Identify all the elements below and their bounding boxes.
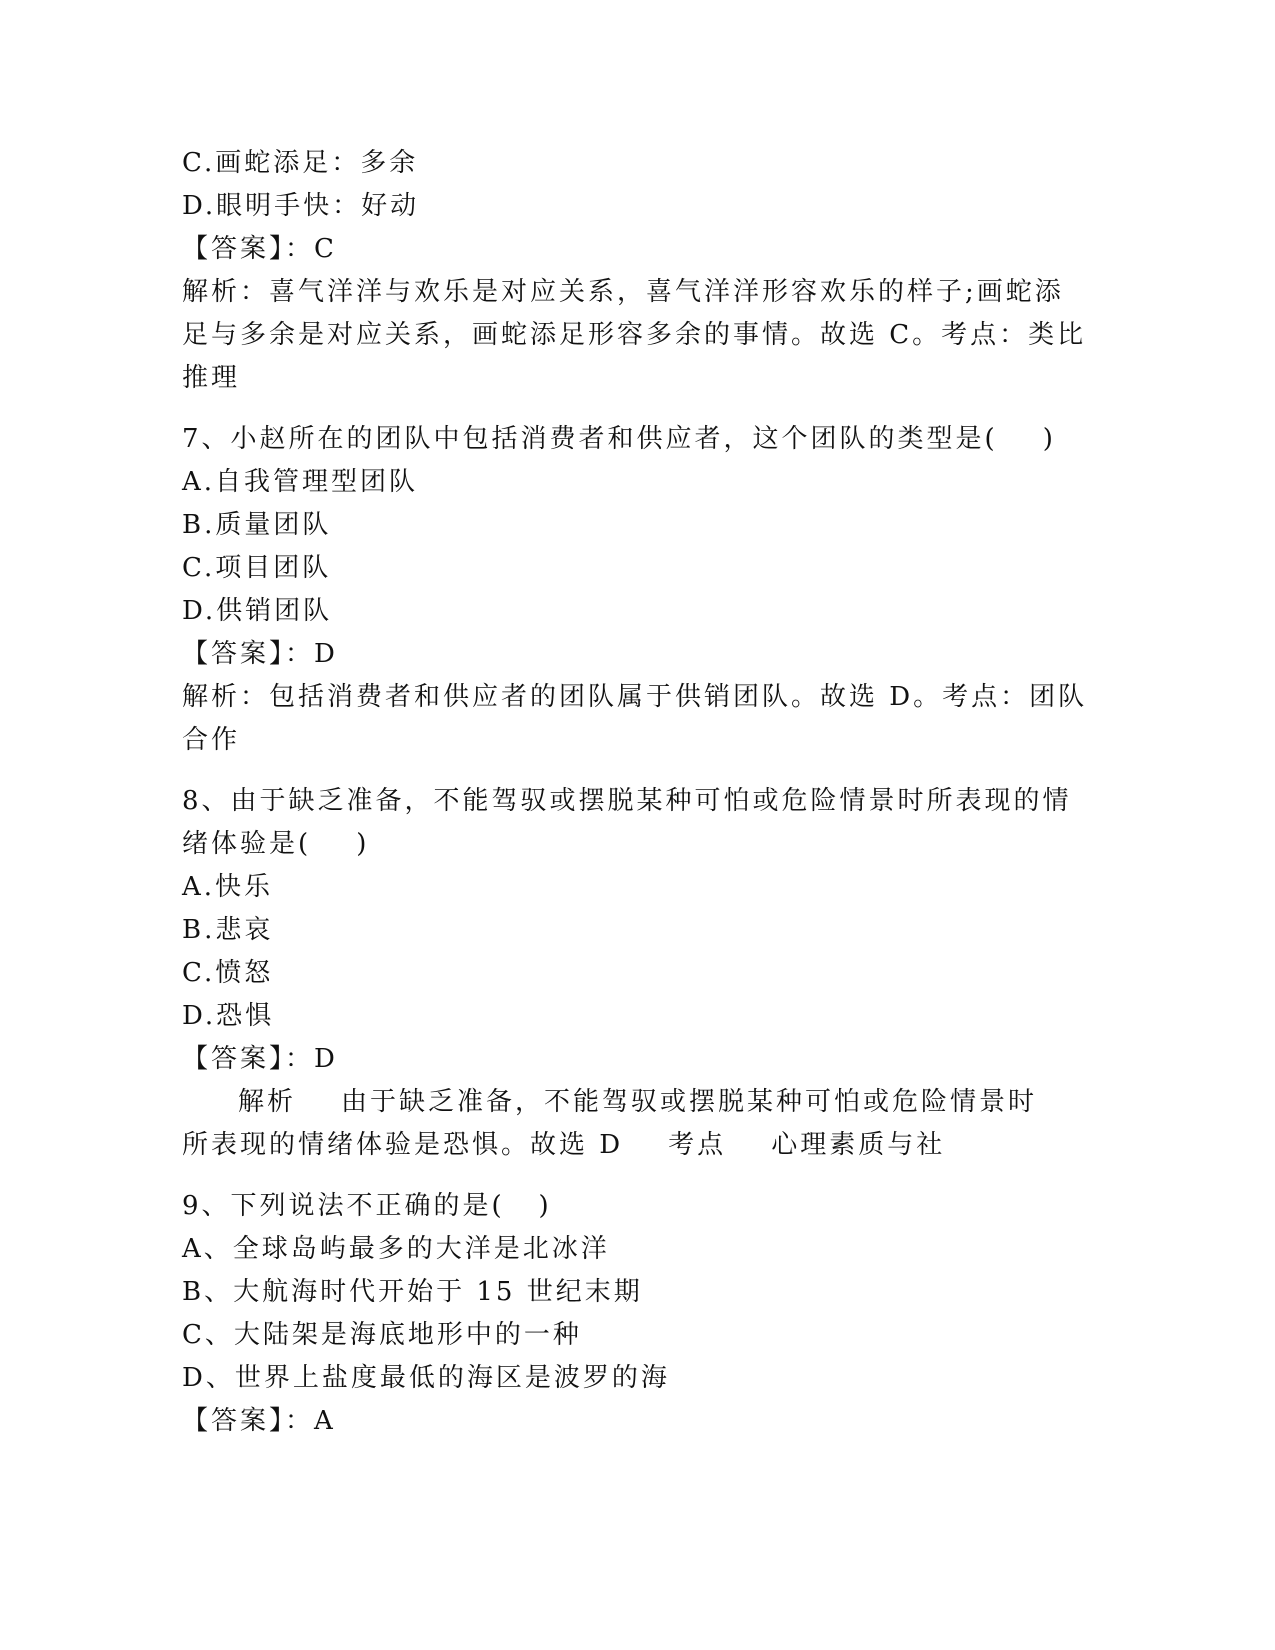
q6-answer: 【答案】：C (182, 234, 337, 264)
q7-option-c: C.项目团队 (182, 553, 332, 583)
q8-option-a: A.快乐 (182, 872, 274, 902)
q8-analysis-line-2: 所表现的情绪体验是恐惧。故选 D 考点 心理素质与社 (182, 1130, 946, 1160)
spacer (182, 400, 1082, 418)
q9-option-a: A、全球岛屿最多的大洋是北冰洋 (182, 1234, 610, 1264)
spacer (182, 1167, 1082, 1185)
q9-option-b: B、大航海时代开始于 15 世纪末期 (182, 1277, 643, 1307)
q8-stem-line-1: 8、由于缺乏准备，不能驾驭或摆脱某种可怕或危险情景时所表现的情 (182, 786, 1072, 816)
q9-option-c: C、大陆架是海底地形中的一种 (182, 1320, 582, 1350)
q8-analysis-line-1: 解析 由于缺乏准备，不能驾驭或摆脱某种可怕或危险情景时 (238, 1087, 1038, 1117)
q8-option-d: D.恐惧 (182, 1001, 275, 1031)
q8-option-c: C.愤怒 (182, 958, 274, 988)
q6-option-d: D.眼明手快：好动 (182, 191, 420, 221)
q6-analysis-line-3: 推理 (182, 363, 241, 393)
q7-option-a: A.自我管理型团队 (182, 467, 419, 497)
document-page (182, 142, 1088, 1443)
q6-analysis-line-1: 解析：喜气洋洋与欢乐是对应关系，喜气洋洋形容欢乐的样子;画蛇添 (182, 277, 1064, 307)
spacer (182, 762, 1082, 780)
q8-option-b: B.悲哀 (182, 915, 274, 945)
q7-answer: 【答案】：D (182, 639, 338, 669)
q6-option-c: C.画蛇添足：多余 (182, 148, 419, 178)
q7-analysis-line-2: 合作 (182, 725, 241, 755)
q6-analysis-line-2: 足与多余是对应关系，画蛇添足形容多余的事情。故选 C。考点：类比 (182, 320, 1087, 350)
q7-analysis-line-1: 解析：包括消费者和供应者的团队属于供销团队。故选 D。考点：团队 (182, 682, 1088, 712)
question-9 (182, 1185, 1082, 1443)
q7-option-d: D.供销团队 (182, 596, 333, 626)
q7-stem: 7、小赵所在的团队中包括消费者和供应者，这个团队的类型是( ) (182, 424, 1056, 454)
q9-stem: 9、下列说法不正确的是( ) (182, 1191, 552, 1221)
question-6-tail (182, 142, 1087, 400)
q9-option-d: D、世界上盐度最低的海区是波罗的海 (182, 1363, 670, 1393)
q9-answer: 【答案】：A (182, 1406, 336, 1436)
question-7 (182, 418, 1088, 762)
q8-stem-line-2: 绪体验是( ) (182, 829, 370, 859)
q7-option-b: B.质量团队 (182, 510, 332, 540)
q8-answer: 【答案】：D (182, 1044, 338, 1074)
question-8 (182, 780, 1082, 1167)
